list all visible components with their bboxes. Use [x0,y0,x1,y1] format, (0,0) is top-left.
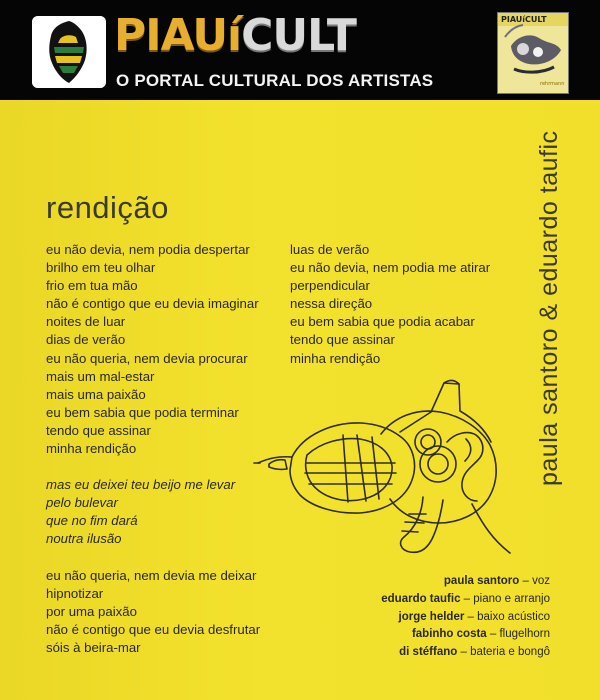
lyric-line: brilho em teu olhar [46,260,156,276]
lyric-line: minha rendição [46,441,137,457]
lyric-line: noites de luar [46,314,126,330]
lyric-line: luas de verão [290,242,370,257]
brand-cult: CULT [241,10,356,61]
musician-name: eduardo taufic [381,592,461,605]
lyric-line: não é contigo que eu devia desfrutar [46,621,261,637]
site-brand[interactable] [114,10,356,61]
lyrics-left-column [46,241,260,657]
lyric-line-italic: mas eu deixei teu beijo me levar [46,477,236,493]
lyric-line-italic: noutra ilusão [46,531,122,547]
credits-list [381,573,550,662]
vertical-authors-label: paula santoro & eduardo taufic [535,130,563,486]
thumb-label: PIAUíCULT [501,15,547,24]
lyric-line: perpendicular [290,278,370,294]
lyric-line: não é contigo que eu devia imaginar [46,296,259,312]
stanza-break [46,458,260,476]
musician-name: di stéffano [399,646,458,659]
site-tagline: O PORTAL CULTURAL DOS ARTISTAS [116,71,434,90]
musician-role: – flugelhorn [486,628,550,641]
musician-role: – baixo acústico [464,610,550,623]
musician-role: – piano e arranjo [460,592,550,605]
lyric-line-italic: que no fim dará [46,513,138,529]
song-title: rendição [46,190,169,225]
album-cover-thumbnail[interactable] [497,12,569,94]
lyric-line: eu não queria, nem devia procurar [46,350,248,366]
lyric-line: mais um mal-estar [46,368,155,384]
lyric-line: eu bem sabia que podia terminar [46,404,239,420]
lyric-line: eu não queria, nem devia me deixar [46,567,257,583]
musician-name: fabinho costa [411,628,487,641]
brand-piaui: PIAUí [114,10,242,61]
lyric-line: mais uma paixão [46,386,146,402]
lyric-line: tendo que assinar [290,332,395,348]
lyric-line: eu não devia, nem podia despertar [46,242,250,257]
musician-role: – voz [519,575,550,587]
thumb-credit: rehrmann [540,81,565,87]
musician-role: – bateria e bongô [457,646,550,659]
credit-line [381,626,550,644]
hair-dryer-drawing-icon [240,372,540,572]
lyric-line-italic: pelo bulevar [46,495,118,511]
lyric-line: tendo que assinar [46,422,151,438]
lyric-line: eu bem sabia que podia acabar [290,314,475,330]
credit-line [381,644,550,662]
piaui-state-map-icon [32,16,106,88]
credit-line [381,591,550,609]
lyric-line: dias de verão [46,332,126,348]
site-header [0,0,600,100]
lyrics-right-column [290,241,490,368]
lyric-line: por uma paixão [46,603,137,619]
lyric-line: sóis à beira-mar [46,639,141,655]
lyric-line: minha rendição [290,350,381,366]
stanza-break [46,549,260,567]
musician-name: paula santoro [443,575,520,587]
lyric-line: nessa direção [290,296,373,312]
lyric-line: frio em tua mão [46,278,138,294]
credit-line [381,609,550,627]
lyric-line: eu não devia, nem podia me atirar [290,260,491,276]
credit-line [381,573,550,591]
site-logo[interactable] [32,16,106,88]
lyric-line: hipnotizar [46,585,104,601]
musician-name: jorge helder [398,610,465,623]
